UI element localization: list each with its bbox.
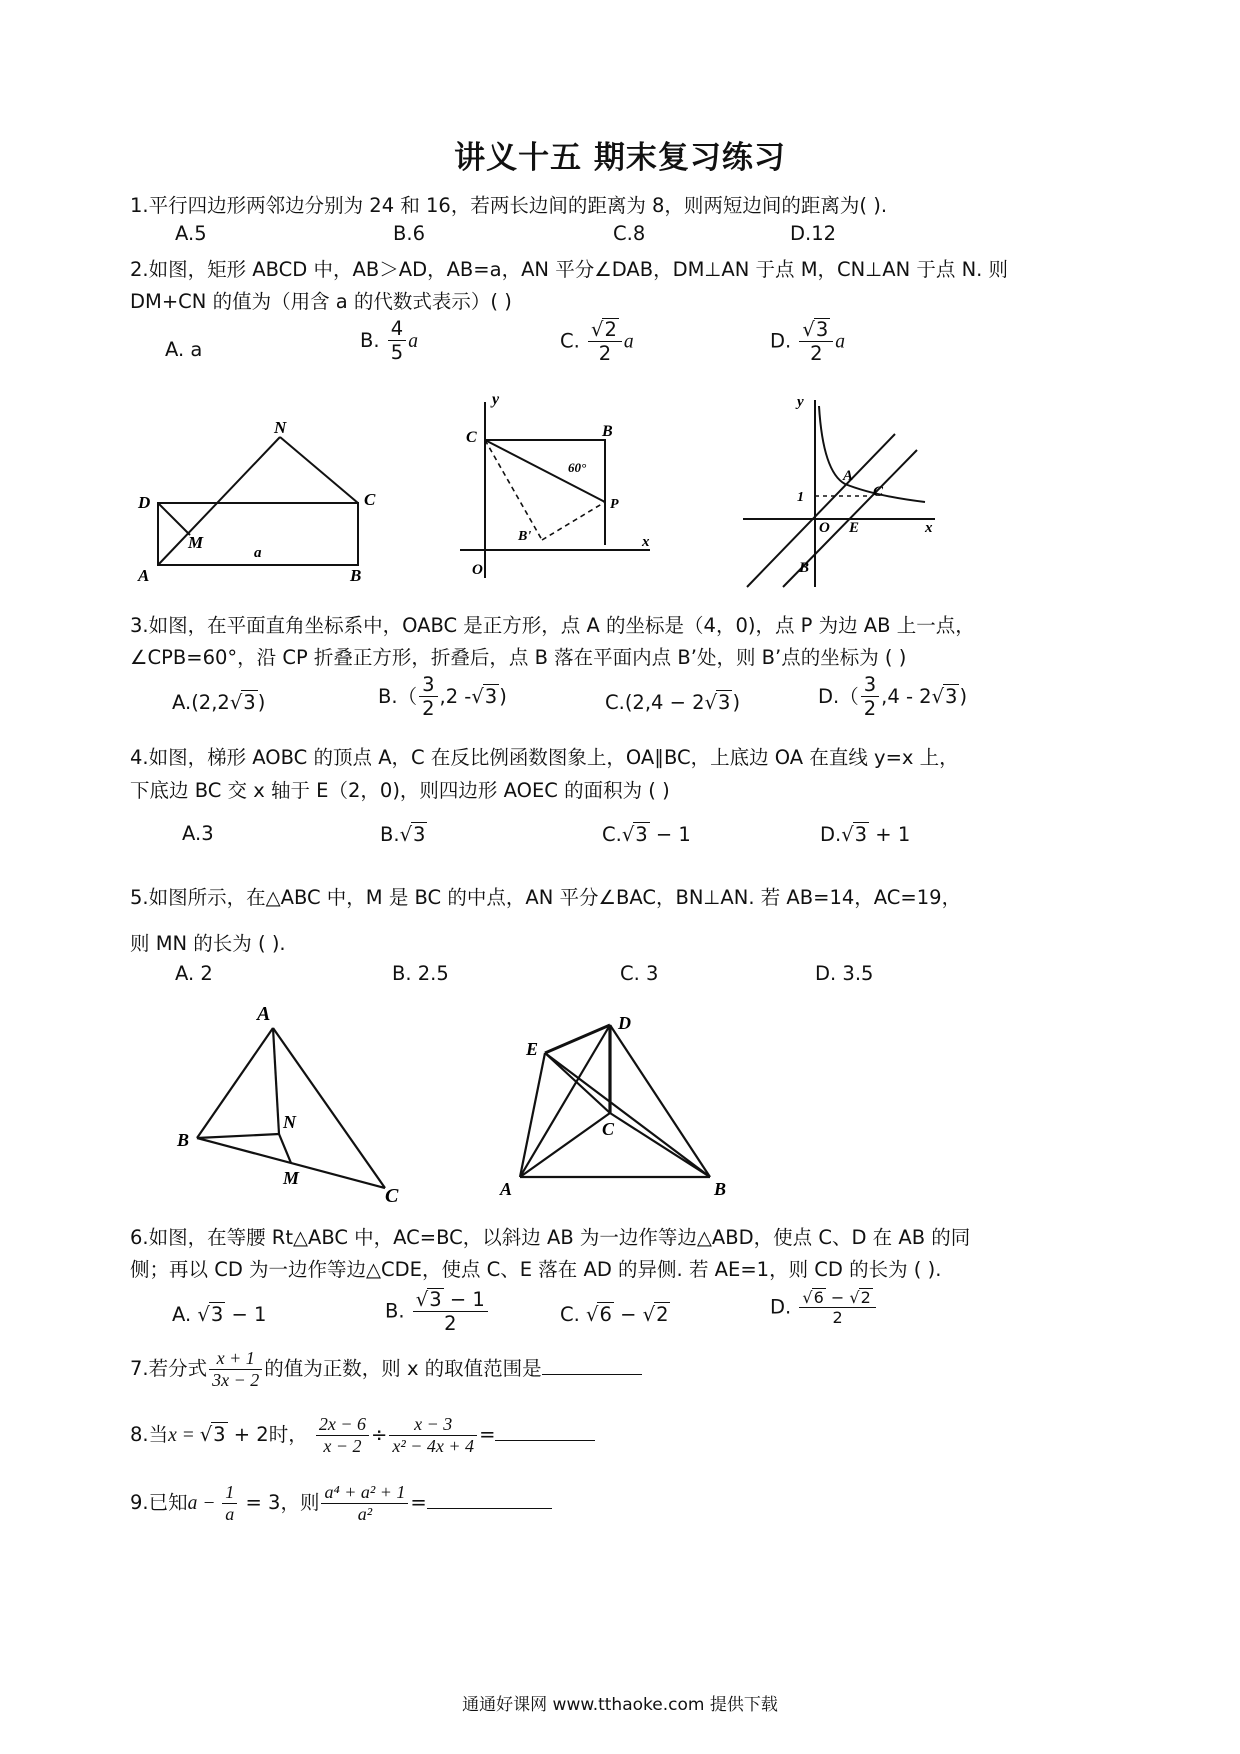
q5-option-a: A. 2 [175,962,213,985]
fig3-label-y: y [797,394,804,410]
q1-option-a: A.5 [175,222,207,245]
q2-option-d-label: D. [770,329,792,353]
figure-hyperbola-trapezoid [735,392,945,592]
q2-b-denominator: 5 [390,341,404,365]
q4-stem-line2: 下底边 BC 交 x 轴于 E（2，0)，则四边形 AOEC 的面积为 ( ) [130,779,670,802]
fig4-label-n: N [283,1112,296,1132]
q3-option-a: A.(2,2√3 ) [172,691,266,714]
fig1-label-n: N [274,418,287,437]
q2-option-b-label: B. [360,328,380,352]
q1-option-b: B.6 [393,222,425,245]
page-title: 讲义十五 期末复习练习 [454,140,786,176]
q2-stem-line1: 2.如图，矩形 ABCD 中，AB＞AD，AB=a，AN 平分∠DAB，DM⊥AN 于点 M，CN⊥AN 于点 N. 则 [130,258,1009,281]
q6-option-b: B. $\frac{√3 - 1}{2}$ [385,1288,490,1336]
fig5-label-a: A [500,1179,513,1199]
fig2-label-c: C [466,429,477,446]
q1-option-d: D.12 [790,222,837,245]
fig1-label-m: M [188,533,204,552]
q2-d-denominator: 2 [810,342,823,366]
figure-rectangle-abcd [130,405,390,585]
q3-option-b: B.（ $\frac{3}{2}$ ,2 -√3 ) [378,673,507,721]
q6-option-a: A. √3 − 1 [172,1303,267,1326]
q1-stem: 1.平行四边形两邻边分别为 24 和 16，若两长边间的距离为 8，则两短边间的距离为( ). [130,194,888,217]
fig2-label-b: B [602,423,613,440]
q4-stem-line1: 4.如图，梯形 AOBC 的顶点 A，C 在反比例函数图象上，OA∥BC，上底边 OA 在直线 y=x 上， [130,746,959,769]
figure-equilateral-triangles [490,1005,740,1205]
fig5-label-b: B [714,1179,727,1199]
figure-triangle-abc-midpoint [175,998,415,1208]
q3-stem-line1: 3.如图，在平面直角坐标系中，OABC 是正方形，点 A 的坐标是（4，0)，点 P 为边 AB 上一点， [130,614,975,637]
q6-option-d: D. $\frac{√6 - √2}{2}$ [770,1288,878,1328]
q7-answer-blank[interactable] [542,1374,642,1375]
q2-option-d: D. $\frac{√3}{2}$ a [770,318,846,366]
fig2-label-o: O [472,562,483,578]
fig2-label-x: x [642,534,650,550]
q5-option-d: D. 3.5 [815,962,874,985]
q9-stem: 9.已知a − $\frac{1}{a}$ = 3，则 $\frac{\text{a⁴ + a² + 1}}{\text{a²}}$ = [130,1482,552,1525]
q8-stem: 8.当x = √3 + 2时， $\frac{2x - 6}{x - 2}$ ÷ $\frac{x - 3}{\text{x² − 4x + 4}}$ = [130,1414,595,1457]
q2-stem-line2: DM+CN 的值为（用含 a 的代数式表示）( ) [130,290,512,313]
q9-answer-blank[interactable] [427,1508,552,1509]
q6-option-c: C. √6 − √2 [560,1303,669,1326]
q2-c-radicand: 2 [604,318,617,341]
q2-b-variable: a [408,330,418,352]
fig5-label-c: C [602,1119,615,1139]
q7-stem: 7.若分式 $\frac{x + 1}{3x - 2}$ 的值为正数，则 x 的取值范围是 [130,1348,642,1391]
fig3-label-o: O [819,520,830,536]
q2-d-radicand: 3 [815,318,829,341]
fig1-label-d: D [138,493,151,512]
fig3-label-c: C [873,484,884,500]
figure-square-fold [450,390,670,590]
fig2-label-angle: 60° [568,460,587,475]
fig4-label-b: B [177,1130,190,1150]
page-footer: 通通好课网 www.tthaoke.com 提供下载 [462,1695,778,1715]
q3-option-c: C.(2,4 − 2√3 ) [605,691,741,714]
q5-stem-line1: 5.如图所示，在△ABC 中，M 是 BC 的中点，AN 平分∠BAC，BN⊥AN. 若 AB=14，AC=19， [130,886,962,909]
q2-option-b [360,318,418,365]
fig4-label-m: M [283,1168,300,1188]
fig5-label-d: D [618,1013,631,1033]
fig2-label-p: P [610,497,619,512]
q5-option-c: C. 3 [620,962,659,985]
q2-b-numerator: 4 [388,318,406,341]
fig3-label-1: 1 [797,490,804,505]
q8-answer-blank[interactable] [495,1440,595,1441]
fig2-label-b-prime: B' [518,529,532,544]
fig4-label-c: C [385,1185,399,1207]
fig2-label-y: y [492,391,500,408]
q7-numerator: x + 1 [209,1348,262,1370]
q6-stem-line1: 6.如图，在等腰 Rt△ABC 中，AC=BC，以斜边 AB 为一边作等边△ABD，使点 C、D 在 AB 的同 [130,1226,971,1249]
q5-stem-line2: 则 MN 的长为 ( ). [130,932,286,955]
q6-stem-line2: 侧；再以 CD 为一边作等边△CDE，使点 C、E 落在 AD 的异侧. 若 AE=1，则 CD 的长为 ( ). [130,1258,942,1281]
fig4-label-a: A [257,1003,271,1025]
q3-option-d: D.（ $\frac{3}{2}$ ,4 - 2√3 ) [818,673,968,721]
q2-c-denominator: 2 [598,342,612,366]
fig1-label-b: B [350,566,362,585]
q1-option-c: C.8 [613,222,646,245]
fig1-label-a-side: a [254,545,262,561]
fig5-label-e: E [526,1039,539,1059]
fig3-label-b: B [799,560,810,576]
fig1-label-c: C [364,490,376,509]
q5-option-b: B. 2.5 [392,962,449,985]
q4-option-d: D.√3 + 1 [820,823,911,846]
q2-d-variable: a [835,331,846,353]
q2-option-c-label: C. [560,329,580,353]
q4-option-c: C.√3 − 1 [602,823,691,846]
fig3-label-x: x [925,520,933,536]
q2-option-c: C. $\frac{√2}{2}$ a [560,318,634,366]
q4-option-a: A.3 [182,822,214,845]
fig1-label-a: A [138,566,150,585]
q2-c-variable: a [623,331,634,353]
q7-denominator: 3x − 2 [212,1369,260,1390]
fig3-label-e: E [849,520,860,536]
q3-stem-line2: ∠CPB=60°，沿 CP 折叠正方形，折叠后，点 B 落在平面内点 B’处，则 B’点的坐标为 ( ) [130,646,907,669]
fig3-label-a: A [843,468,854,484]
q4-option-b: B.√3 [380,823,426,846]
q2-option-a: A. a [165,338,203,361]
